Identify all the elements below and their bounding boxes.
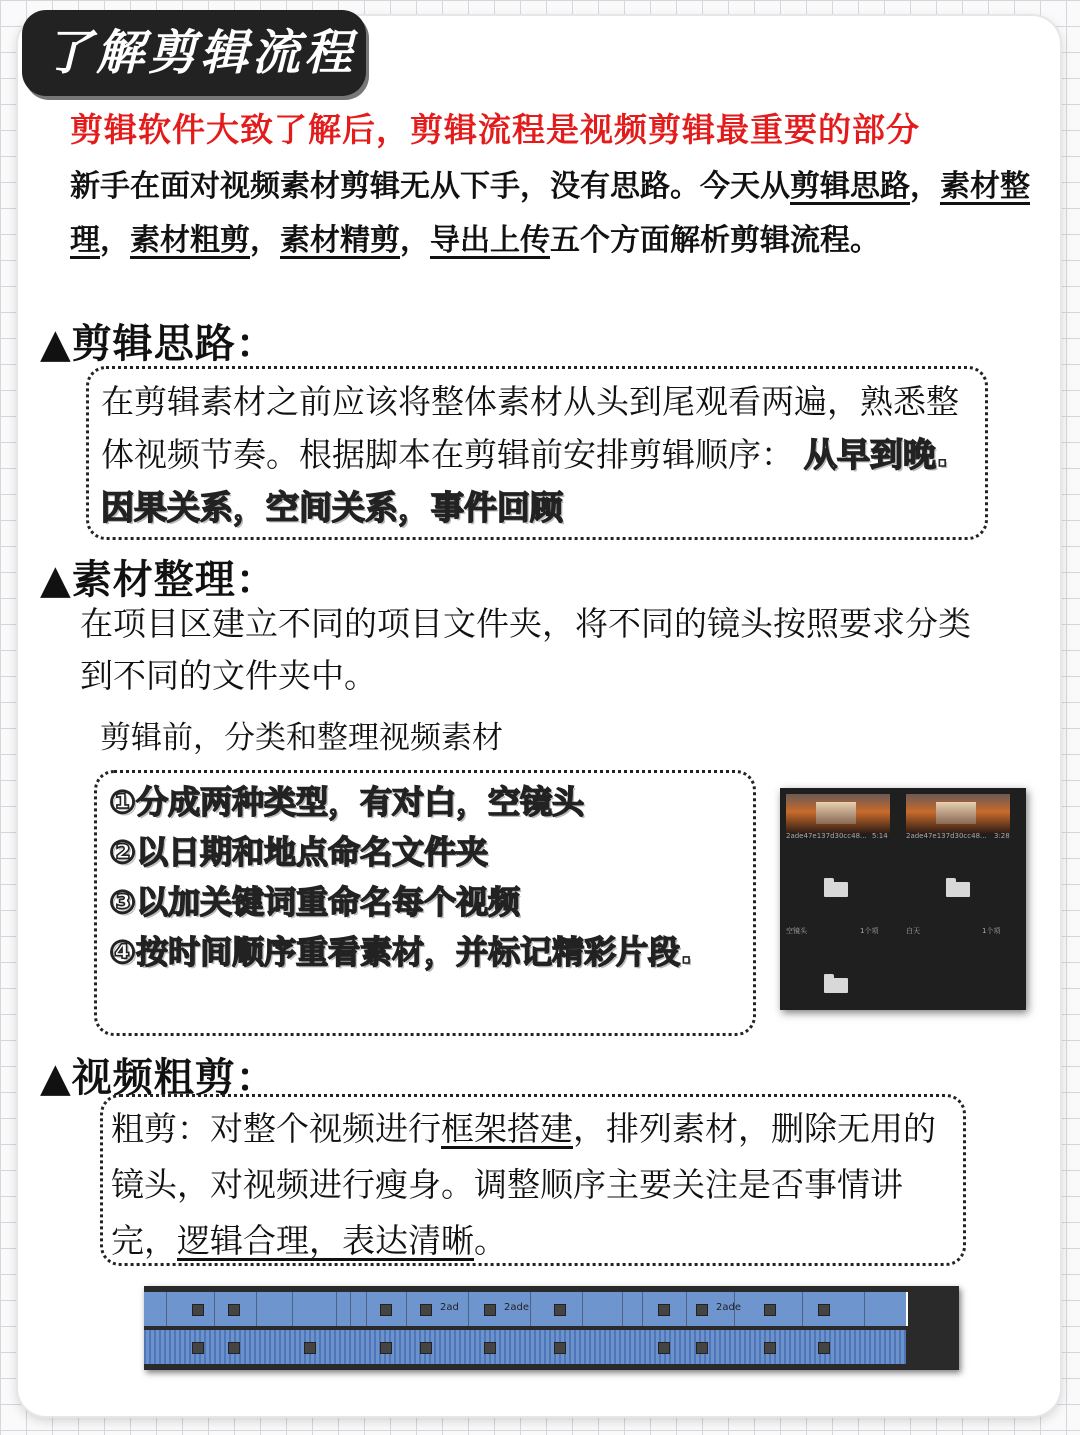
clip-fx-icon: [696, 1304, 708, 1316]
rough-cut-text-1: 粗剪：对整个视频进行: [111, 1109, 441, 1148]
audio-track[interactable]: [144, 1330, 906, 1364]
clip-fx-icon: [228, 1304, 240, 1316]
audio-fx-icon: [304, 1342, 316, 1354]
clip-thumbnail-1[interactable]: [786, 794, 890, 834]
audio-fx-icon: [818, 1342, 830, 1354]
video-track[interactable]: [144, 1292, 908, 1326]
folder-name-2: 白天: [906, 927, 920, 935]
clip-duration-1: 5:14: [872, 832, 888, 840]
sorting-item-3: ③以加关键词重命名每个视频: [109, 883, 521, 921]
material-sorting-list-box: [94, 770, 756, 1036]
intro-sep-1: ，: [910, 169, 940, 204]
folder-count-1: 1个项: [860, 927, 879, 935]
folder-icon[interactable]: [824, 978, 848, 993]
timeline-clip-label: 2ade: [504, 1302, 529, 1313]
timeline-screenshot: [144, 1286, 959, 1370]
section-heading-material-sorting: ▲素材整理：: [40, 557, 277, 603]
intro-link-4[interactable]: 素材精剪: [280, 223, 400, 258]
folder-icon[interactable]: [946, 882, 970, 897]
intro-sep-2: ，: [100, 223, 130, 258]
intro-link-3[interactable]: 素材粗剪: [130, 223, 250, 258]
section-heading-editing-approach: ▲剪辑思路：: [40, 321, 277, 367]
intro-link-1[interactable]: 剪辑思路: [790, 169, 910, 204]
intro-text-1: 新手在面对视频素材剪辑无从下手，没有思路。今天从: [70, 169, 790, 204]
audio-fx-icon: [228, 1342, 240, 1354]
intro-link-5[interactable]: 导出上传: [430, 223, 550, 258]
section-heading-rough-cut: ▲视频粗剪：: [40, 1055, 277, 1101]
audio-fx-icon: [380, 1342, 392, 1354]
intro-highlight: 剪辑软件大致了解后，剪辑流程是视频剪辑最重要的部分: [70, 110, 920, 149]
clip-fx-icon: [818, 1304, 830, 1316]
sorting-item-4: ④按时间顺序重看素材，并标记精彩片段.: [109, 933, 693, 971]
editing-approach-body: 在剪辑素材之前应该将整体素材从头到尾观看两遍，熟悉整体视频节奏。根据脚本在剪辑前安排剪辑顺序: [101, 382, 959, 474]
clip-fx-icon: [764, 1304, 776, 1316]
editing-approach-box: [86, 366, 988, 540]
audio-fx-icon: [420, 1342, 432, 1354]
audio-fx-icon: [658, 1342, 670, 1354]
audio-fx-icon: [484, 1342, 496, 1354]
timeline-clip-label: 2ad: [440, 1302, 459, 1313]
rough-cut-text: [111, 1101, 953, 1269]
audio-fx-icon: [696, 1342, 708, 1354]
clip-duration-2: 3:28: [994, 832, 1010, 840]
rough-cut-logic: 逻辑合理，表达清晰: [177, 1221, 474, 1260]
sorting-item-2: ②以日期和地点命名文件夹: [109, 833, 489, 871]
rough-cut-framework: 框架搭建: [441, 1109, 573, 1148]
sorting-item-1: ①分成两种类型，有对白，空镜头: [109, 783, 585, 821]
folder-icon[interactable]: [824, 882, 848, 897]
intro-text-2: 五个方面解析剪辑流程。: [550, 223, 880, 258]
intro-link-2[interactable]: 素材整理: [70, 169, 1030, 258]
clip-fx-icon: [554, 1304, 566, 1316]
clip-fx-icon: [658, 1304, 670, 1316]
clip-name-1: 2ade47e137d30cc48...: [786, 832, 867, 840]
folder-name-1: 空镜头: [786, 927, 807, 935]
folder-count-2: 1个项: [982, 927, 1001, 935]
clip-fx-icon: [380, 1304, 392, 1316]
material-sorting-text: 在项目区建立不同的项目文件夹，将不同的镜头按照要求分类到不同的文件夹中。: [80, 604, 971, 695]
audio-fx-icon: [192, 1342, 204, 1354]
clip-name-2: 2ade47e137d30cc48...: [906, 832, 987, 840]
clip-fx-icon: [192, 1304, 204, 1316]
clip-fx-icon: [420, 1304, 432, 1316]
intro-paragraph: [70, 160, 1030, 268]
editing-approach-text: [101, 375, 975, 534]
editing-approach-orders: 从早到晚. 因果关系，空间关系，事件回顾: [101, 435, 949, 527]
project-panel-screenshot: [780, 788, 1026, 1010]
rough-cut-text-3: 。: [474, 1221, 507, 1260]
page-title: 了解剪辑流程: [22, 10, 366, 96]
timeline-clip-label: 2ade: [716, 1302, 741, 1313]
material-sorting-subtitle: 剪辑前，分类和整理视频素材: [100, 720, 503, 756]
intro-sep-3: ，: [250, 223, 280, 258]
rough-cut-box: [100, 1094, 966, 1266]
rough-cut-text-2: ，排列素材，删除无用的镜头，对视频进行瘦身。调整顺序主要关注是否事情讲完，: [111, 1109, 936, 1260]
editing-approach-colon: ：: [761, 435, 794, 474]
audio-fx-icon: [554, 1342, 566, 1354]
clip-fx-icon: [484, 1304, 496, 1316]
intro-sep-4: ，: [400, 223, 430, 258]
audio-fx-icon: [764, 1342, 776, 1354]
clip-thumbnail-2[interactable]: [906, 794, 1010, 834]
